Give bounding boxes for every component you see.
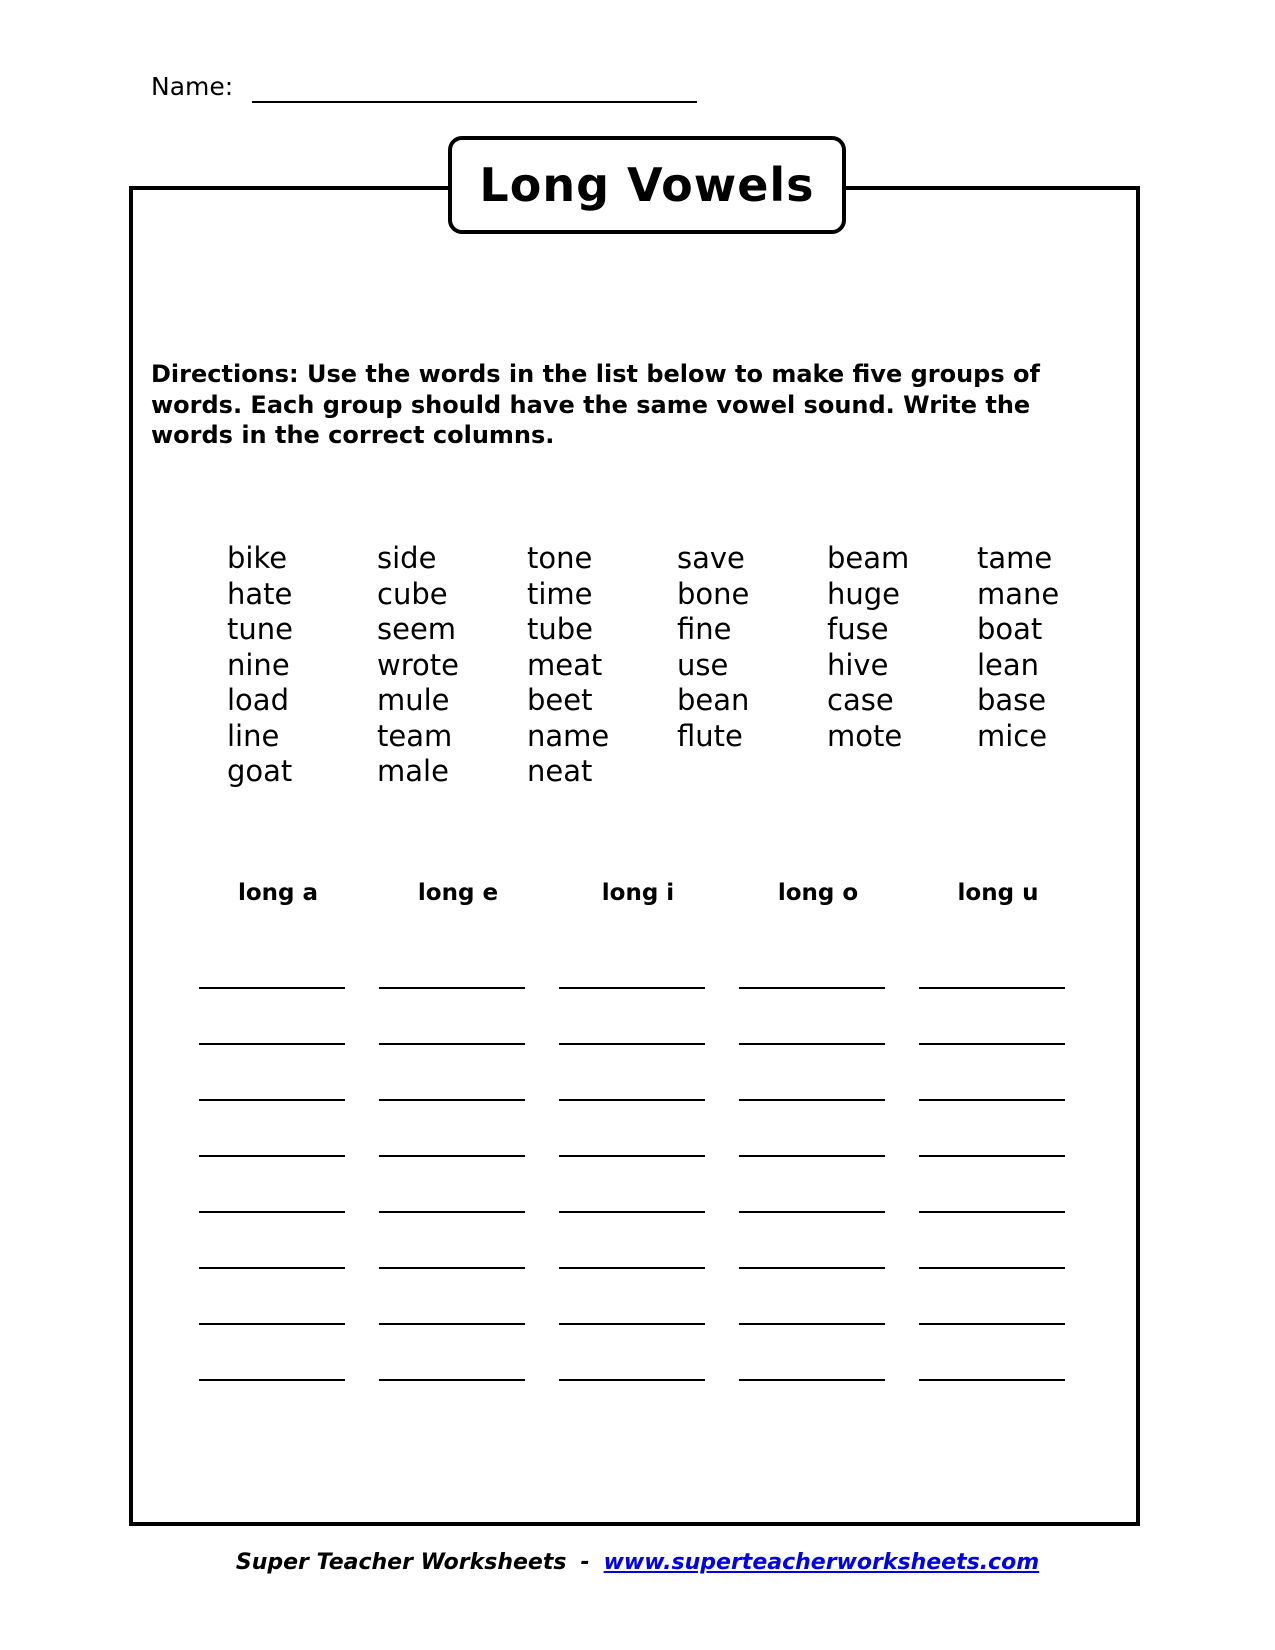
answer-blank-line[interactable]	[919, 1379, 1065, 1381]
word-bank-column	[527, 541, 609, 790]
word-item: neat	[527, 754, 593, 788]
word-item: fuse	[827, 612, 889, 646]
column-heading-long-e: long e	[417, 880, 499, 906]
answer-blank-line[interactable]	[199, 1211, 345, 1213]
word-item: boat	[977, 612, 1043, 646]
word-item: time	[527, 576, 593, 611]
answer-blank-line[interactable]	[919, 1155, 1065, 1157]
answer-blank-line[interactable]	[379, 1379, 525, 1381]
answer-blank-line[interactable]	[379, 1267, 525, 1269]
word-item: team	[377, 718, 453, 753]
word-item: tune	[227, 612, 293, 646]
answer-blank-line[interactable]	[739, 1267, 885, 1269]
word-item: male	[377, 754, 449, 788]
answer-blank-line[interactable]	[739, 1043, 885, 1045]
answer-blank-line[interactable]	[199, 1099, 345, 1101]
word-item: line	[227, 718, 280, 753]
word-item: side	[377, 541, 437, 575]
word-item: bone	[677, 576, 750, 611]
word-item: beet	[527, 683, 593, 717]
answer-blank-line[interactable]	[559, 987, 705, 989]
word-item: base	[977, 683, 1047, 717]
word-item: cube	[377, 576, 448, 611]
column-heading-long-a: long a	[237, 880, 319, 906]
answer-blank-line[interactable]	[379, 1155, 525, 1157]
column-heading-long-o: long o	[777, 880, 859, 906]
answer-blank-line[interactable]	[559, 1323, 705, 1325]
name-label: Name:	[151, 72, 234, 101]
footer-separator: -	[580, 1550, 590, 1575]
answer-blank-line[interactable]	[199, 1043, 345, 1045]
answer-blank-line[interactable]	[739, 1379, 885, 1381]
word-item: fine	[677, 612, 732, 646]
word-item: goat	[227, 754, 293, 788]
answer-blank-line[interactable]	[199, 987, 345, 989]
word-item: flute	[677, 718, 743, 753]
answer-blank-line[interactable]	[919, 1211, 1065, 1213]
word-item: mote	[827, 718, 903, 753]
word-item: case	[827, 683, 894, 717]
column-heading-long-u: long u	[957, 880, 1039, 906]
answer-blank-line[interactable]	[199, 1155, 345, 1157]
word-bank-column	[227, 541, 293, 790]
word-bank-column	[827, 541, 909, 754]
directions-text: Directions: Use the words in the list below to make five groups of words. Each group should have the same vowel sound. Write the words in the correct columns.	[151, 360, 1040, 449]
answer-blank-line[interactable]	[919, 987, 1065, 989]
word-bank-column	[377, 541, 459, 790]
answer-blank-line[interactable]	[379, 1211, 525, 1213]
word-item: tone	[527, 541, 593, 575]
answer-blank-line[interactable]	[559, 1211, 705, 1213]
page-title: Long Vowels	[448, 136, 846, 234]
word-item: name	[527, 718, 610, 753]
answer-blank-line[interactable]	[559, 1155, 705, 1157]
answer-blank-line[interactable]	[739, 1099, 885, 1101]
word-item: beam	[827, 541, 910, 575]
answer-blank-line[interactable]	[379, 1099, 525, 1101]
answer-blank-line[interactable]	[739, 1211, 885, 1213]
answer-blank-line[interactable]	[919, 1099, 1065, 1101]
word-bank-column	[977, 541, 1059, 754]
word-item: meat	[527, 647, 603, 682]
word-item: use	[677, 647, 729, 682]
footer-website-link[interactable]: www.superteacherworksheets.com	[603, 1550, 1040, 1575]
answer-blank-line[interactable]	[199, 1323, 345, 1325]
answer-blank-line[interactable]	[739, 1323, 885, 1325]
word-item: mule	[377, 683, 450, 717]
word-item: wrote	[377, 647, 459, 682]
word-item: bike	[227, 541, 288, 575]
word-item: mane	[977, 576, 1060, 611]
answer-blank-line[interactable]	[739, 1155, 885, 1157]
answer-blank-line[interactable]	[739, 987, 885, 989]
word-item: bean	[677, 683, 750, 717]
answer-blank-line[interactable]	[559, 1043, 705, 1045]
word-item: seem	[377, 612, 457, 646]
word-item: load	[227, 683, 289, 717]
word-item: nine	[227, 647, 290, 682]
footer-brand: Super Teacher Worksheets	[235, 1550, 567, 1575]
name-input-line[interactable]	[252, 101, 697, 103]
word-item: hive	[827, 647, 889, 682]
word-bank-column	[677, 541, 749, 754]
word-item: huge	[827, 576, 901, 611]
answer-blank-line[interactable]	[559, 1379, 705, 1381]
answer-blank-line[interactable]	[199, 1379, 345, 1381]
answer-blank-line[interactable]	[379, 1323, 525, 1325]
word-item: save	[677, 541, 745, 575]
word-item: lean	[977, 647, 1040, 682]
answer-blank-line[interactable]	[379, 1043, 525, 1045]
answer-blank-line[interactable]	[919, 1267, 1065, 1269]
answer-blank-line[interactable]	[559, 1099, 705, 1101]
answer-blank-line[interactable]	[379, 987, 525, 989]
answer-blank-line[interactable]	[199, 1267, 345, 1269]
word-item: mice	[977, 718, 1048, 753]
column-heading-long-i: long i	[601, 880, 675, 906]
word-item: hate	[227, 576, 293, 611]
word-item: tube	[527, 612, 594, 646]
word-item: tame	[977, 541, 1053, 575]
footer	[0, 1550, 1275, 1575]
answer-blank-line[interactable]	[919, 1043, 1065, 1045]
answer-blank-line[interactable]	[919, 1323, 1065, 1325]
answer-blank-line[interactable]	[559, 1267, 705, 1269]
